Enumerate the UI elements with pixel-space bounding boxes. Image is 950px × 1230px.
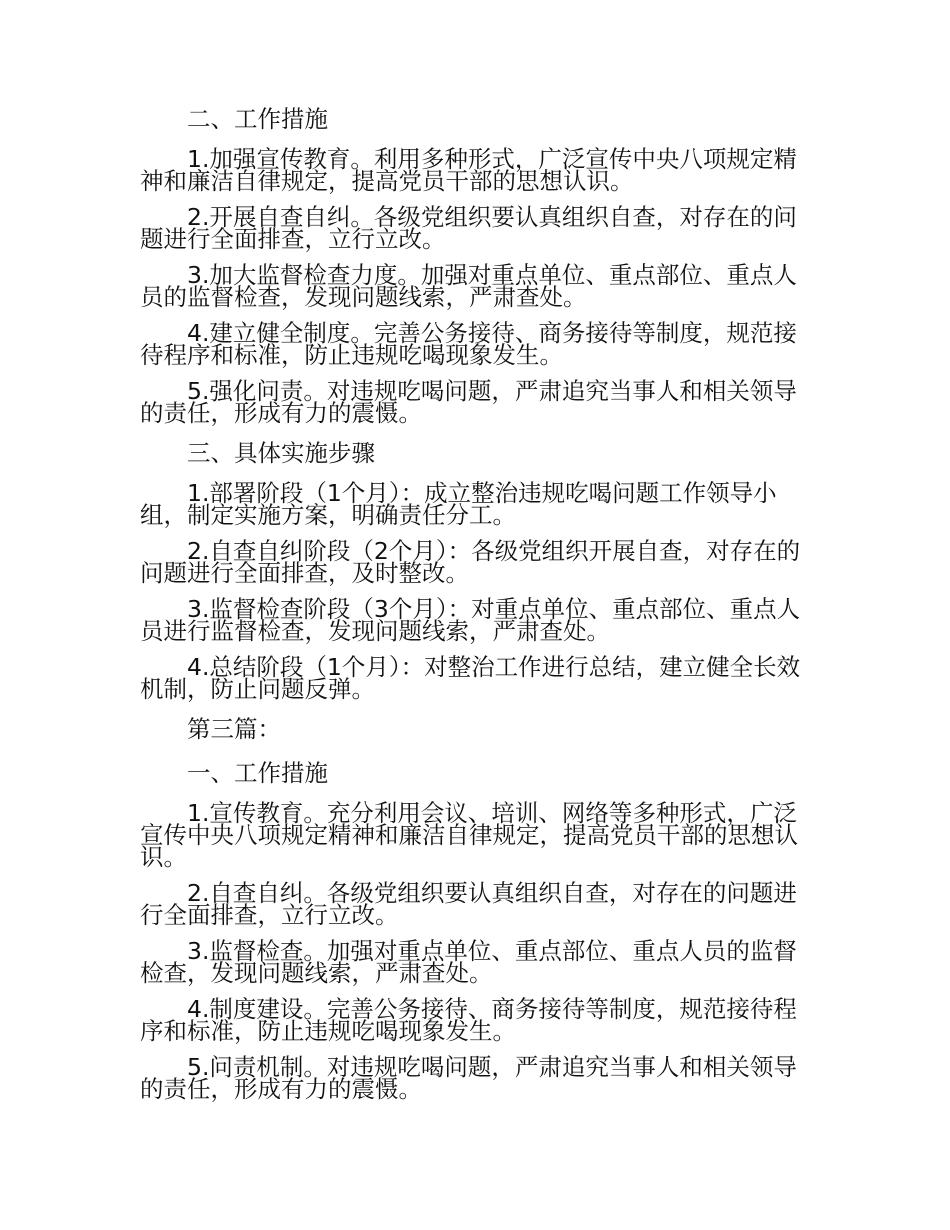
paragraph: 1.加强宣传教育。利用多种形式，广泛宣传中央八项规定精神和廉洁自律规定，提高党员干部的思想认识。 (140, 145, 797, 195)
section-heading: 二、工作措施 (187, 105, 328, 133)
part-heading: 第三篇： (187, 715, 281, 743)
paragraph: 3.监督检查。加强对重点单位、重点部位、重点人员的监督检查，发现问题线索，严肃查处。 (140, 937, 797, 987)
paragraph: 3.加大监督检查力度。加强对重点单位、重点部位、重点人员的监督检查，发现问题线索，严肃查处。 (140, 261, 797, 311)
paragraph: 1.宣传教育。充分利用会议、培训、网络等多种形式，广泛宣传中央八项规定精神和廉洁自律规定，提高党员干部的思想认识。 (140, 799, 798, 871)
section-heading: 一、工作措施 (187, 759, 328, 787)
paragraph: 5.问责机制。对违规吃喝问题，严肃追究当事人和相关领导的责任，形成有力的震慑。 (140, 1053, 797, 1103)
paragraph: 4.总结阶段（1个月）：对整治工作进行总结，建立健全长效机制，防止问题反弹。 (140, 653, 801, 703)
paragraph: 2.开展自查自纠。各级党组织要认真组织自查，对存在的问题进行全面排查，立行立改。 (140, 203, 797, 253)
document-body (140, 104, 805, 1114)
section-heading: 三、具体实施步骤 (187, 439, 375, 467)
paragraph: 1.部署阶段（1个月）：成立整治违规吃喝问题工作领导小组，制定实施方案，明确责任分工。 (140, 479, 777, 529)
paragraph: 2.自查自纠。各级党组织要认真组织自查，对存在的问题进行全面排查，立行立改。 (140, 879, 797, 929)
paragraph: 5.强化问责。对违规吃喝问题，严肃追究当事人和相关领导的责任，形成有力的震慑。 (140, 377, 797, 427)
paragraph: 4.制度建设。完善公务接待、商务接待等制度，规范接待程序和标准，防止违规吃喝现象发生。 (140, 995, 797, 1045)
paragraph: 3.监督检查阶段（3个月）：对重点单位、重点部位、重点人员进行监督检查，发现问题线索，严肃查处。 (140, 595, 801, 645)
paragraph: 4.建立健全制度。完善公务接待、商务接待等制度，规范接待程序和标准，防止违规吃喝现象发生。 (140, 319, 797, 369)
paragraph: 2.自查自纠阶段（2个月）：各级党组织开展自查，对存在的问题进行全面排查，及时整改。 (140, 537, 801, 587)
